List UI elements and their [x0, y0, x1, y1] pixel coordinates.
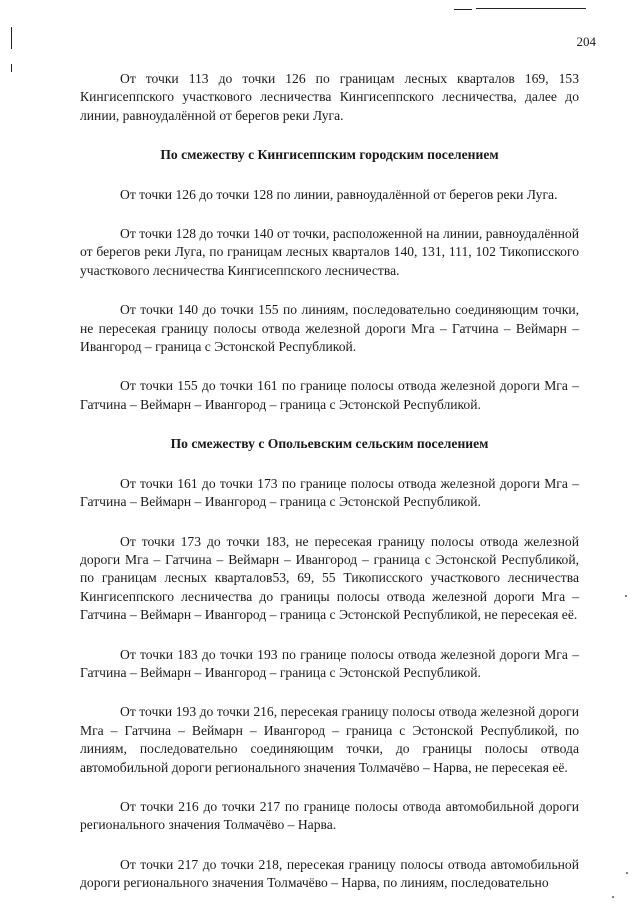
scan-speck [612, 896, 614, 898]
scan-mark-left [11, 27, 12, 49]
scan-mark-left [11, 64, 12, 72]
paragraph: От точки 128 до точки 140 от точки, расположенной на линии, равноудалённой от берегов реки Луга, по границам лесных кварталов 140, 131, 111, 102 Тикописского участкового лесничества Кингисеппского лесничества. [80, 226, 579, 278]
paragraph: От точки 155 до точки 161 по границе полосы отвода железной дороги Мга – Гатчина – Веймарн – Ивангород – граница с Эстонской Республикой. [80, 378, 579, 412]
scan-speck [625, 595, 627, 597]
paragraph: От точки 173 до точки 183, не пересекая границу полосы отвода железной дороги Мга – Гатчина – Веймарн – Ивангород – граница с Эстонской Республикой, по границам лесных кварталов53, 69, 55 Тикописского участкового лесничества Кингисеппского лесничества до границы полосы отвода железной дороги Мга – Гатчина – Веймарн – Ивангород – граница с Эстонской Республикой, не пересекая её. [80, 533, 579, 623]
paragraph: От точки 216 до точки 217 по границе полосы отвода автомобильной дороги регионального значения Толмачёво – Нарва. [80, 798, 579, 833]
paragraph: От точки 126 до точки 128 по линии, равноудалённой от берегов реки Луга. [120, 186, 558, 202]
paragraph: От точки 113 до точки 126 по границам лесных кварталов 169, 153 Кингисеппского участкового лесничества Кингисеппского лесничества, далее до линии, равноудалённой от берегов реки Луга. [80, 71, 579, 123]
scan-line-top [454, 9, 472, 10]
section-heading: По смежеству с Кингисеппским городским поселением [160, 147, 499, 163]
paragraph: От точки 140 до точки 155 по линиям, последовательно соединяющим точки, не пересекая границу полосы отвода железной дороги Мга – Гатчина – Веймарн – Ивангород – граница с Эстонской Республикой. [80, 302, 579, 355]
scan-line-top [476, 8, 586, 9]
scan-speck [626, 872, 628, 874]
paragraph: От точки 193 до точки 216, пересекая границу полосы отвода железной дороги Мга – Гатчина – Веймарн – Ивангород – граница с Эстонской Республикой, по линиям, последовательно соединяющим точки, до границы полосы отвода автомобильной дороги регионального значения Толмачёво – Нарва, не пересекая её. [80, 704, 579, 775]
paragraph: От точки 217 до точки 218, пересекая границу полосы отвода автомобильной дороги регионального значения Толмачёво – Нарва, по линиям, последовательно [80, 856, 579, 891]
paragraph: От точки 183 до точки 193 по границе полосы отвода железной дороги Мга – Гатчина – Веймарн – Ивангород – граница с Эстонской Республикой. [80, 646, 579, 680]
page-number: 204 [576, 34, 596, 49]
document-body [80, 70, 579, 914]
section-heading: По смежеству с Опольевским сельским поселением [170, 436, 489, 452]
paragraph: От точки 161 до точки 173 по границе полосы отвода железной дороги Мга – Гатчина – Веймарн – Ивангород – граница с Эстонской Республикой. [80, 475, 579, 510]
